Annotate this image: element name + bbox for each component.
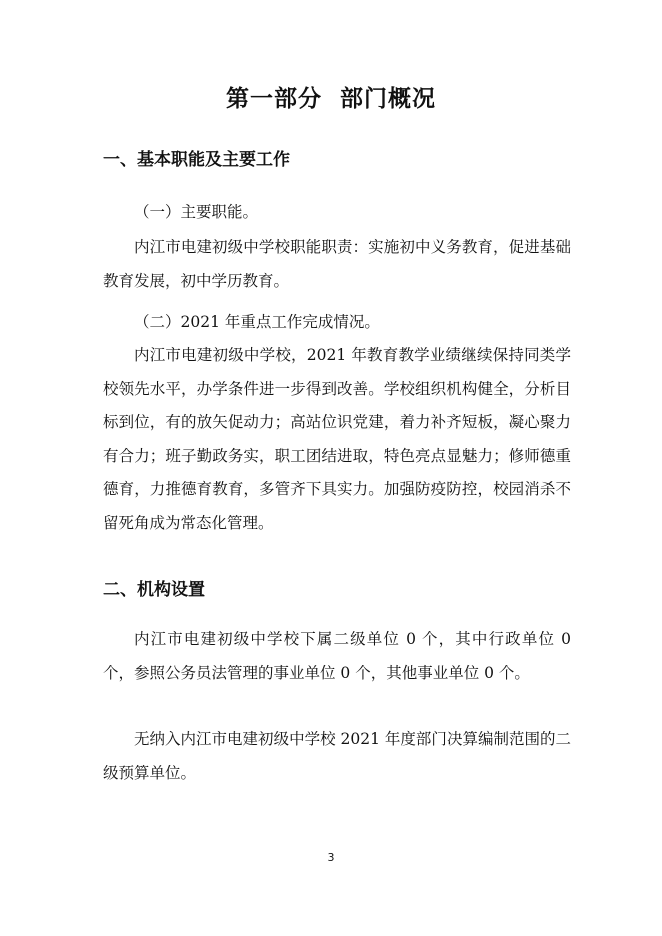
paragraph-subordinate-units: 内江市电建初级中学校下属二级单位 0 个，其中行政单位 0 个，参照公务员法管理的事业单位 0 个，其他事业单位 0 个。 <box>103 630 571 682</box>
section-heading-organization: 二、机构设置 <box>103 580 205 600</box>
page-title: 第一部分 部门概况 <box>225 86 436 112</box>
page-number: 3 <box>327 851 335 864</box>
section-heading-basic-functions: 一、基本职能及主要工作 <box>103 150 290 170</box>
paragraph-functions-duties: 内江市电建初级中学校职能职责：实施初中义务教育，促进基础教育发展，初中学历教育。 <box>103 238 571 290</box>
paragraph-secondary-budget-units: 无纳入内江市电建初级中学校 2021 年度部门决算编制范围的二级预算单位。 <box>103 730 571 782</box>
paragraph-2021-work: 内江市电建初级中学校，2021 年教育教学业绩继续保持同类学校领先水平，办学条件进一步得到改善。学校组织机构健全，分析目标到位，有的放矢促动力；高站位识党建，着力补齐短板，凝心聚力有合力；班子勤政务实，职工团结进取，特色亮点显魅力；修师德重德育，力推德育教育，多管齐下具实力。加强防疫防控，校园消杀不留死角成为常态化管理。 <box>103 346 571 532</box>
subheading-2021-work: （二）2021 年重点工作完成情况。 <box>134 313 380 331</box>
subheading-main-functions: （一）主要职能。 <box>134 203 259 221</box>
